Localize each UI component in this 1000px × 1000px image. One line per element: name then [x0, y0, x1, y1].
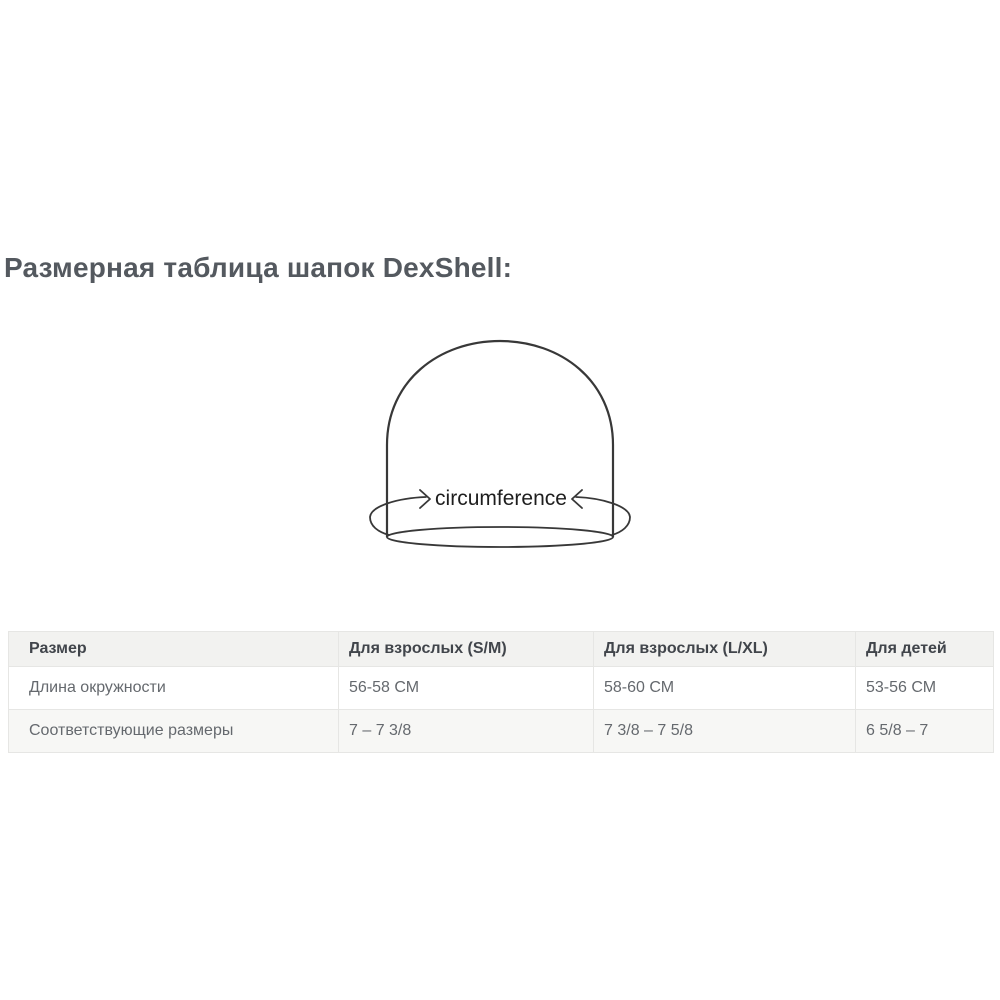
circumference-label: circumference [435, 487, 567, 510]
band-right-arc [576, 497, 630, 535]
table-cell: 7 – 7 3/8 [339, 710, 594, 753]
table-cell: 6 5/8 – 7 [856, 710, 994, 753]
hat-brim-ellipse [387, 527, 613, 547]
table-cell: 53-56 СМ [856, 667, 994, 710]
table-row-circumference [9, 667, 994, 710]
header-cell-adults-sm: Для взрослых (S/M) [339, 632, 594, 667]
header-cell-kids: Для детей [856, 632, 994, 667]
size-table [8, 631, 994, 753]
row-label: Соответствующие размеры [9, 710, 339, 753]
table-cell: 7 3/8 – 7 5/8 [594, 710, 856, 753]
left-arrow-icon [420, 490, 430, 508]
table-cell: 58-60 СМ [594, 667, 856, 710]
size-table-wrap [8, 631, 993, 753]
page-title: Размерная таблица шапок DexShell: [4, 252, 513, 283]
hat-drawing [360, 336, 640, 564]
right-arrow-icon [572, 490, 582, 508]
hat-diagram [360, 336, 640, 564]
row-label: Длина окружности [9, 667, 339, 710]
header-cell-adults-lxl: Для взрослых (L/XL) [594, 632, 856, 667]
table-cell: 56-58 СМ [339, 667, 594, 710]
table-row-hat-sizes [9, 710, 994, 753]
table-header-row [9, 632, 994, 667]
header-cell-size: Размер [9, 632, 339, 667]
